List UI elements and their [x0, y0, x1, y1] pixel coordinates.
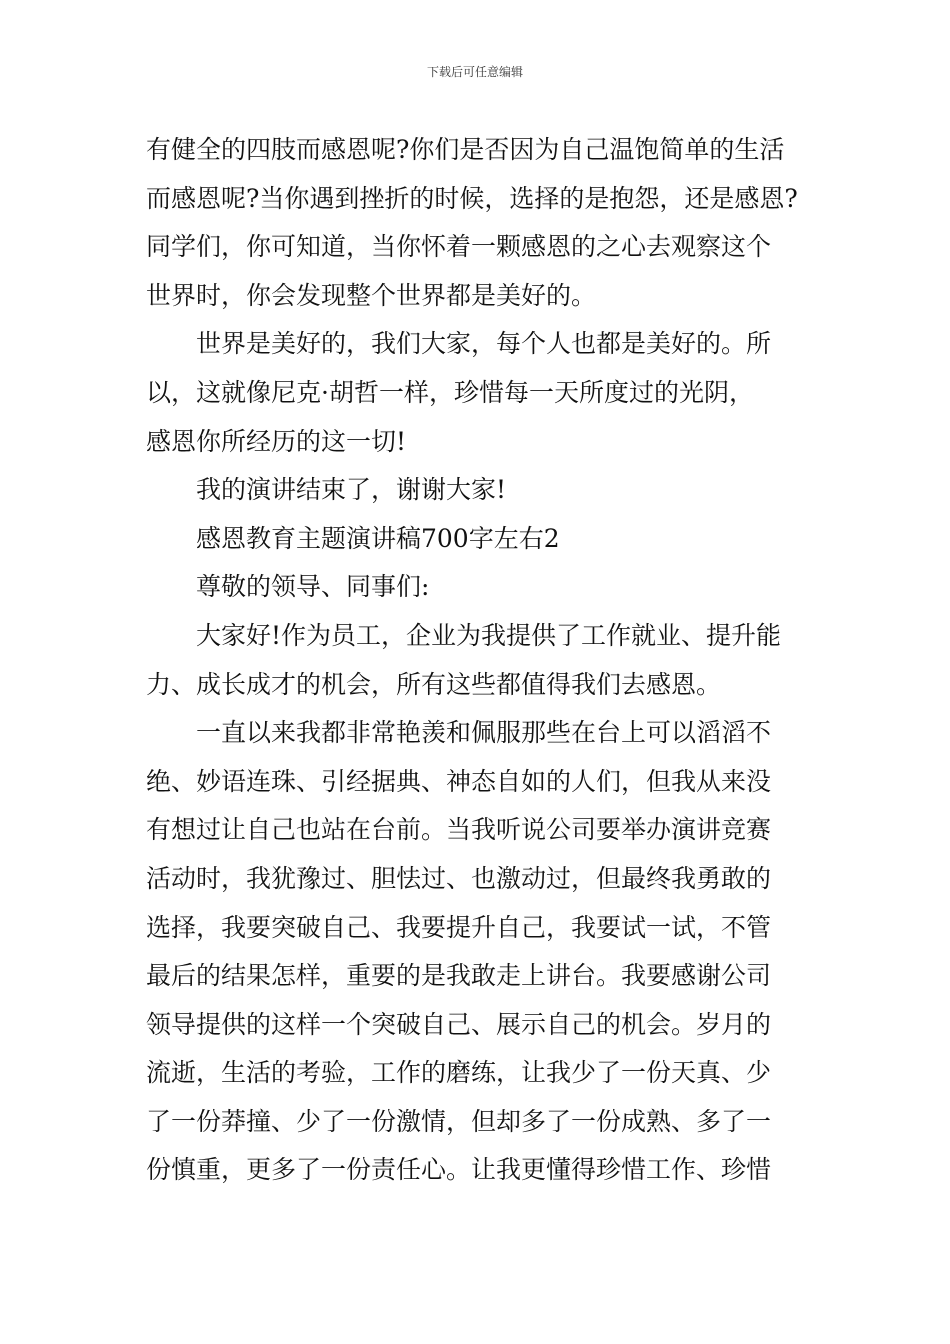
text-line: 活动时，我犹豫过、胆怯过、也激动过，但最终我勇敢的 — [146, 863, 772, 893]
text-line: 了一份莽撞、少了一份激情，但却多了一份成熟、多了一 — [146, 1106, 772, 1136]
text-line: 世界时，你会发现整个世界都是美好的。 — [146, 280, 597, 310]
paragraph-start: 世界是美好的，我们大家，每个人也都是美好的。所 — [196, 329, 772, 359]
document-body — [146, 126, 810, 1195]
section-title: 感恩教育主题演讲稿700字左右2 — [196, 523, 560, 553]
text-line: 有健全的四肢而感恩呢?你们是否因为自己温饱简单的生活 — [146, 135, 785, 164]
text-line: 有想过让自己也站在台前。当我听说公司要举办演讲竞赛 — [146, 815, 772, 845]
text-line: 以，这就像尼克·胡哲一样，珍惜每一天所度过的光阴， — [146, 377, 754, 407]
text-line: 绝、妙语连珠、引经据典、神态自如的人们，但我从来没 — [146, 766, 772, 796]
text-line: 感恩你所经历的这一切! — [146, 426, 407, 456]
paragraph-start: 一直以来我都非常艳羡和佩服那些在台上可以滔滔不 — [196, 718, 772, 748]
text-line: 力、成长成才的机会，所有这些都值得我们去感恩。 — [146, 669, 722, 699]
paragraph-start: 我的演讲结束了，谢谢大家! — [196, 475, 507, 505]
text-line: 份慎重，更多了一份责任心。让我更懂得珍惜工作、珍惜 — [146, 1155, 772, 1185]
page-header: 下载后可任意编辑 — [426, 65, 523, 79]
text-line: 而感恩呢?当你遇到挫折的时候，选择的是抱怨，还是感恩? — [146, 183, 798, 213]
text-line: 最后的结果怎样，重要的是我敢走上讲台。我要感谢公司 — [146, 961, 772, 991]
text-line: 流逝，生活的考验，工作的磨练，让我少了一份天真、少 — [146, 1058, 772, 1088]
text-line: 同学们，你可知道，当你怀着一颗感恩的之心去观察这个 — [146, 232, 772, 262]
salutation: 尊敬的领导、同事们: — [196, 572, 430, 602]
text-line: 领导提供的这样一个突破自己、展示自己的机会。岁月的 — [146, 1009, 772, 1039]
paragraph-start: 大家好!作为员工，企业为我提供了工作就业、提升能 — [196, 620, 782, 650]
text-line: 选择，我要突破自己、我要提升自己，我要试一试，不管 — [146, 912, 772, 942]
